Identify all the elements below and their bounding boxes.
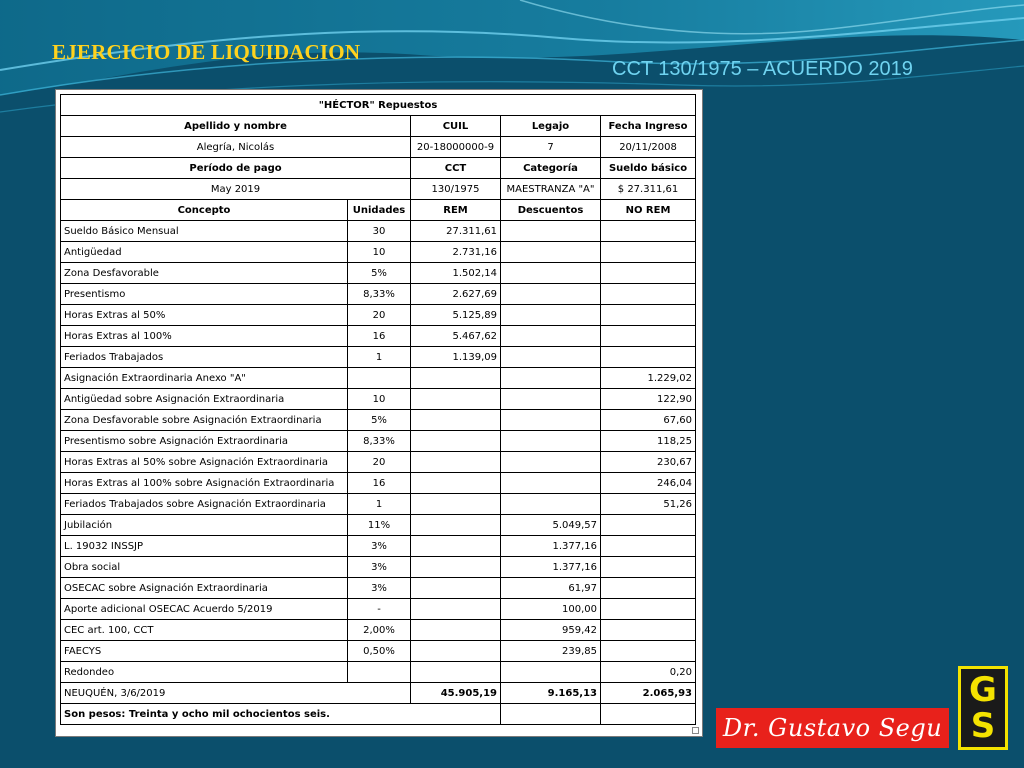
author-signature: Dr. Gustavo Segu	[716, 708, 949, 748]
employee-fecha: 20/11/2008	[601, 137, 696, 158]
unidades-cell: 3%	[348, 578, 411, 599]
norem-cell: 1.229,02	[601, 368, 696, 389]
rem-cell	[411, 620, 501, 641]
rem-cell	[411, 494, 501, 515]
total-rem: 45.905,19	[411, 683, 501, 704]
descuentos-cell	[501, 452, 601, 473]
company-row	[61, 95, 696, 116]
norem-cell	[601, 641, 696, 662]
norem-cell	[601, 599, 696, 620]
unidades-cell: 16	[348, 326, 411, 347]
table-row	[61, 326, 696, 347]
norem-cell	[601, 515, 696, 536]
col-descuentos: Descuentos	[501, 200, 601, 221]
concepto-cell: Feriados Trabajados	[61, 347, 348, 368]
header-sueldo: Sueldo básico	[601, 158, 696, 179]
gs-logo	[958, 666, 1008, 750]
unidades-cell: 20	[348, 305, 411, 326]
table-row	[61, 389, 696, 410]
rem-cell: 2.627,69	[411, 284, 501, 305]
concepto-cell: Asignación Extraordinaria Anexo "A"	[61, 368, 348, 389]
norem-cell	[601, 536, 696, 557]
rem-cell	[411, 368, 501, 389]
concepto-cell: Aporte adicional OSECAC Acuerdo 5/2019	[61, 599, 348, 620]
table-row	[61, 410, 696, 431]
table-row	[61, 536, 696, 557]
norem-cell: 246,04	[601, 473, 696, 494]
table-row	[61, 641, 696, 662]
norem-cell: 51,26	[601, 494, 696, 515]
employee-row	[61, 137, 696, 158]
period-value: May 2019	[61, 179, 411, 200]
descuentos-cell	[501, 242, 601, 263]
unidades-cell	[348, 368, 411, 389]
header-name: Apellido y nombre	[61, 116, 411, 137]
concepto-cell: Obra social	[61, 557, 348, 578]
norem-cell	[601, 578, 696, 599]
logo-letter-s: S	[970, 706, 996, 746]
unidades-cell: 3%	[348, 536, 411, 557]
unidades-cell: 16	[348, 473, 411, 494]
header-periodo: Período de pago	[61, 158, 411, 179]
concepto-cell: Horas Extras al 50%	[61, 305, 348, 326]
concepto-cell: Zona Desfavorable sobre Asignación Extraordinaria	[61, 410, 348, 431]
categoria-value: MAESTRANZA "A"	[501, 179, 601, 200]
concepto-cell: OSECAC sobre Asignación Extraordinaria	[61, 578, 348, 599]
concepto-cell: Zona Desfavorable	[61, 263, 348, 284]
rem-cell	[411, 389, 501, 410]
table-row	[61, 284, 696, 305]
unidades-cell	[348, 662, 411, 683]
norem-cell: 0,20	[601, 662, 696, 683]
rem-cell	[411, 473, 501, 494]
concepto-cell: CEC art. 100, CCT	[61, 620, 348, 641]
header-cuil: CUIL	[411, 116, 501, 137]
table-row	[61, 557, 696, 578]
descuentos-cell	[501, 410, 601, 431]
unidades-cell: 10	[348, 389, 411, 410]
col-concepto: Concepto	[61, 200, 348, 221]
rem-cell: 2.731,16	[411, 242, 501, 263]
unidades-cell: 11%	[348, 515, 411, 536]
rem-cell	[411, 599, 501, 620]
header-fecha: Fecha Ingreso	[601, 116, 696, 137]
table-row	[61, 452, 696, 473]
rem-cell	[411, 410, 501, 431]
unidades-cell: 2,00%	[348, 620, 411, 641]
employee-header-row	[61, 116, 696, 137]
total-norem: 2.065,93	[601, 683, 696, 704]
table-row	[61, 662, 696, 683]
norem-cell: 67,60	[601, 410, 696, 431]
unidades-cell: 20	[348, 452, 411, 473]
unidades-cell: 5%	[348, 263, 411, 284]
concepto-cell: Redondeo	[61, 662, 348, 683]
unidades-cell: 8,33%	[348, 431, 411, 452]
descuentos-cell	[501, 431, 601, 452]
descuentos-cell: 5.049,57	[501, 515, 601, 536]
concepto-cell: Horas Extras al 100% sobre Asignación Extraordinaria	[61, 473, 348, 494]
employee-name: Alegría, Nicolás	[61, 137, 411, 158]
concepto-cell: L. 19032 INSSJP	[61, 536, 348, 557]
table-row	[61, 431, 696, 452]
descuentos-cell	[501, 662, 601, 683]
norem-cell	[601, 347, 696, 368]
rem-cell	[411, 641, 501, 662]
descuentos-cell	[501, 305, 601, 326]
rem-cell	[411, 536, 501, 557]
table-row	[61, 473, 696, 494]
cct-value: 130/1975	[411, 179, 501, 200]
unidades-cell: 3%	[348, 557, 411, 578]
rem-cell: 27.311,61	[411, 221, 501, 242]
rem-cell	[411, 515, 501, 536]
col-norem: NO REM	[601, 200, 696, 221]
totals-row	[61, 683, 696, 704]
son-pesos-empty-2	[601, 704, 696, 725]
unidades-cell: 1	[348, 494, 411, 515]
concepto-cell: Horas Extras al 50% sobre Asignación Extraordinaria	[61, 452, 348, 473]
descuentos-cell: 61,97	[501, 578, 601, 599]
norem-cell	[601, 620, 696, 641]
period-header-row	[61, 158, 696, 179]
concepto-cell: Horas Extras al 100%	[61, 326, 348, 347]
rem-cell	[411, 557, 501, 578]
totals-label: NEUQUÉN, 3/6/2019	[61, 683, 411, 704]
descuentos-cell	[501, 263, 601, 284]
payslip-sheet	[55, 89, 703, 737]
son-pesos-row	[61, 704, 696, 725]
table-row	[61, 578, 696, 599]
rem-cell: 1.139,09	[411, 347, 501, 368]
norem-cell	[601, 284, 696, 305]
descuentos-cell: 959,42	[501, 620, 601, 641]
period-row	[61, 179, 696, 200]
rem-cell	[411, 578, 501, 599]
columns-row	[61, 200, 696, 221]
slide-title: EJERCICIO DE LIQUIDACION	[52, 40, 361, 64]
concepto-cell: Antigüedad sobre Asignación Extraordinaria	[61, 389, 348, 410]
descuentos-cell	[501, 347, 601, 368]
norem-cell: 230,67	[601, 452, 696, 473]
descuentos-cell: 239,85	[501, 641, 601, 662]
header-legajo: Legajo	[501, 116, 601, 137]
descuentos-cell: 1.377,16	[501, 536, 601, 557]
table-row	[61, 368, 696, 389]
norem-cell: 118,25	[601, 431, 696, 452]
table-row	[61, 263, 696, 284]
unidades-cell: 10	[348, 242, 411, 263]
rem-cell: 5.467,62	[411, 326, 501, 347]
logo-letter-g: G	[969, 670, 997, 710]
company-name: "HÉCTOR" Repuestos	[61, 95, 696, 116]
rem-cell: 5.125,89	[411, 305, 501, 326]
table-row	[61, 242, 696, 263]
employee-legajo: 7	[501, 137, 601, 158]
descuentos-cell	[501, 221, 601, 242]
norem-cell: 122,90	[601, 389, 696, 410]
slide-subtitle: CCT 130/1975 – ACUERDO 2019	[612, 58, 913, 80]
table-row	[61, 599, 696, 620]
descuentos-cell	[501, 284, 601, 305]
rem-cell	[411, 662, 501, 683]
son-pesos-text: Son pesos: Treinta y ocho mil ochocientos seis.	[61, 704, 501, 725]
son-pesos-empty-1	[501, 704, 601, 725]
concepto-cell: Presentismo sobre Asignación Extraordinaria	[61, 431, 348, 452]
descuentos-cell: 100,00	[501, 599, 601, 620]
unidades-cell: -	[348, 599, 411, 620]
concepto-cell: FAECYS	[61, 641, 348, 662]
rem-cell	[411, 431, 501, 452]
norem-cell	[601, 221, 696, 242]
header-cct: CCT	[411, 158, 501, 179]
unidades-cell: 30	[348, 221, 411, 242]
unidades-cell: 0,50%	[348, 641, 411, 662]
descuentos-cell	[501, 368, 601, 389]
rem-cell: 1.502,14	[411, 263, 501, 284]
unidades-cell: 1	[348, 347, 411, 368]
resize-handle[interactable]	[692, 727, 699, 734]
col-rem: REM	[411, 200, 501, 221]
total-descuentos: 9.165,13	[501, 683, 601, 704]
table-row	[61, 515, 696, 536]
descuentos-cell	[501, 389, 601, 410]
concepto-cell: Feriados Trabajados sobre Asignación Extraordinaria	[61, 494, 348, 515]
norem-cell	[601, 557, 696, 578]
table-row	[61, 305, 696, 326]
header-categoria: Categoría	[501, 158, 601, 179]
unidades-cell: 8,33%	[348, 284, 411, 305]
norem-cell	[601, 305, 696, 326]
table-row	[61, 620, 696, 641]
concepto-cell: Sueldo Básico Mensual	[61, 221, 348, 242]
norem-cell	[601, 263, 696, 284]
table-row	[61, 494, 696, 515]
concepto-cell: Presentismo	[61, 284, 348, 305]
payslip-table	[60, 94, 696, 725]
col-unidades: Unidades	[348, 200, 411, 221]
employee-cuil: 20-18000000-9	[411, 137, 501, 158]
norem-cell	[601, 242, 696, 263]
concepto-cell: Jubilación	[61, 515, 348, 536]
table-row	[61, 221, 696, 242]
rem-cell	[411, 452, 501, 473]
descuentos-cell	[501, 326, 601, 347]
descuentos-cell	[501, 494, 601, 515]
descuentos-cell	[501, 473, 601, 494]
sueldo-value: $ 27.311,61	[601, 179, 696, 200]
unidades-cell: 5%	[348, 410, 411, 431]
descuentos-cell: 1.377,16	[501, 557, 601, 578]
concepto-cell: Antigüedad	[61, 242, 348, 263]
table-row	[61, 347, 696, 368]
norem-cell	[601, 326, 696, 347]
